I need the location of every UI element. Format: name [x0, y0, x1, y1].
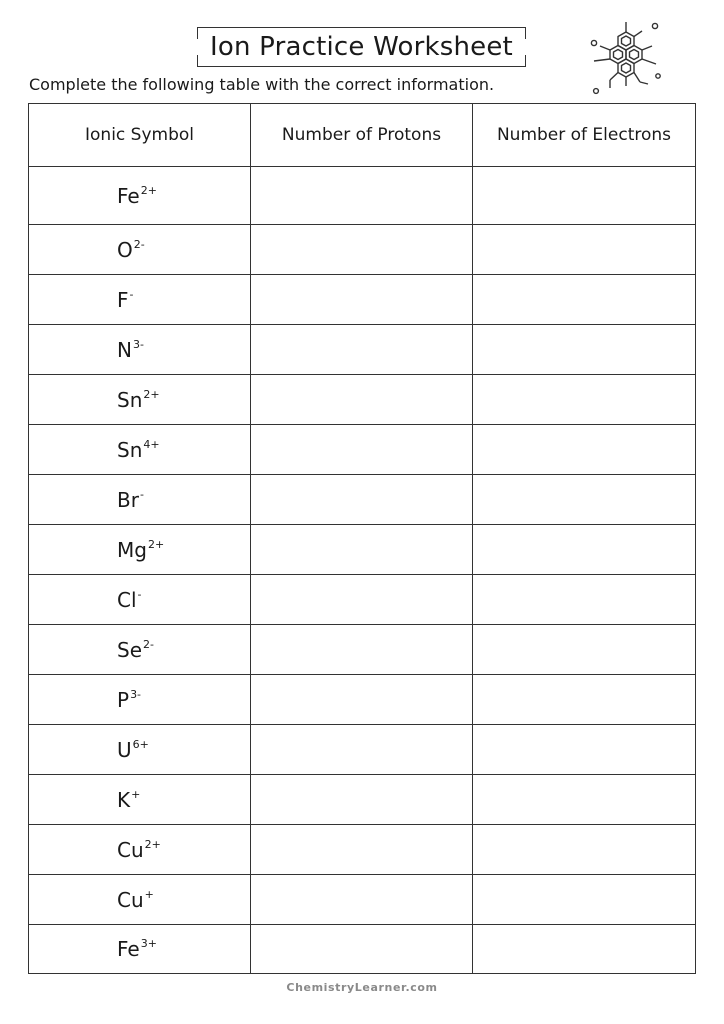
element-symbol: Sn: [117, 387, 143, 412]
protons-answer-cell[interactable]: [251, 875, 473, 925]
ionic-symbol-cell: [29, 925, 251, 974]
element-symbol: N: [117, 337, 132, 362]
ionic-symbol-cell: [29, 675, 251, 725]
protons-answer-cell[interactable]: [251, 475, 473, 525]
electrons-answer-cell[interactable]: [473, 725, 696, 775]
protons-answer-cell[interactable]: [251, 575, 473, 625]
table-row: [29, 425, 696, 475]
table-row: [29, 875, 696, 925]
table-row: [29, 675, 696, 725]
element-symbol: Se: [117, 637, 142, 662]
ionic-symbol-cell: [29, 875, 251, 925]
electrons-answer-cell[interactable]: [473, 425, 696, 475]
element-symbol: K: [117, 787, 131, 812]
protons-answer-cell[interactable]: [251, 225, 473, 275]
header-ionic-symbol: Ionic Symbol: [29, 104, 251, 167]
ionic-symbol-cell: [29, 167, 251, 225]
electrons-answer-cell[interactable]: [473, 475, 696, 525]
table-row: [29, 725, 696, 775]
ionic-symbol-cell: [29, 325, 251, 375]
protons-answer-cell[interactable]: [251, 375, 473, 425]
protons-answer-cell[interactable]: [251, 675, 473, 725]
protons-answer-cell[interactable]: [251, 167, 473, 225]
element-symbol: O: [117, 237, 133, 262]
protons-answer-cell[interactable]: [251, 725, 473, 775]
electrons-answer-cell[interactable]: [473, 825, 696, 875]
electrons-answer-cell[interactable]: [473, 675, 696, 725]
ion-charge: 2-: [143, 637, 154, 651]
table-row: [29, 925, 696, 974]
ion-charge: 2+: [143, 387, 160, 401]
protons-answer-cell[interactable]: [251, 825, 473, 875]
element-symbol: P: [117, 687, 130, 712]
ionic-symbol-cell: [29, 275, 251, 325]
table-row: [29, 825, 696, 875]
ionic-symbol-cell: [29, 375, 251, 425]
element-symbol: Cl: [117, 587, 137, 612]
ion-charge: -: [137, 587, 142, 601]
ion-charge: -: [139, 487, 144, 501]
table-row: [29, 475, 696, 525]
electrons-answer-cell[interactable]: [473, 525, 696, 575]
protons-answer-cell[interactable]: [251, 625, 473, 675]
ion-charge: 2+: [147, 537, 165, 551]
ion-charge: 2+: [144, 837, 161, 851]
element-symbol: Fe: [117, 937, 140, 961]
element-symbol: Br: [117, 487, 139, 512]
ionic-symbol-cell: [29, 775, 251, 825]
hexagon-molecule-icon: [586, 18, 666, 98]
ion-charge: 2-: [133, 237, 145, 251]
title-box: [197, 27, 526, 67]
table-row: [29, 625, 696, 675]
ion-charge: 6+: [132, 737, 149, 751]
electrons-answer-cell[interactable]: [473, 167, 696, 225]
header-number-of-electrons: Number of Electrons: [473, 104, 696, 167]
ion-charge: -: [129, 287, 134, 301]
table-row: [29, 275, 696, 325]
table-row: [29, 575, 696, 625]
table-row: [29, 525, 696, 575]
element-symbol: F: [117, 287, 129, 312]
table-row: [29, 325, 696, 375]
ionic-symbol-cell: [29, 425, 251, 475]
element-symbol: U: [117, 737, 132, 762]
electrons-answer-cell[interactable]: [473, 875, 696, 925]
electrons-answer-cell[interactable]: [473, 775, 696, 825]
ionic-symbol-cell: [29, 575, 251, 625]
ionic-symbol-cell: [29, 725, 251, 775]
instructions-text: Complete the following table with the correct information.: [29, 75, 495, 94]
protons-answer-cell[interactable]: [251, 925, 473, 974]
footer-credit: ChemistryLearner.com: [286, 981, 438, 994]
ionic-symbol-cell: [29, 625, 251, 675]
element-symbol: Sn: [117, 437, 143, 462]
table-row: [29, 225, 696, 275]
protons-answer-cell[interactable]: [251, 525, 473, 575]
ionic-symbol-cell: [29, 225, 251, 275]
element-symbol: Mg: [117, 537, 147, 562]
ion-charge: +: [144, 887, 154, 901]
ion-charge: 3-: [130, 687, 142, 701]
ion-charge: +: [131, 787, 141, 801]
ion-charge: 3-: [132, 337, 144, 351]
table-row: [29, 167, 696, 225]
electrons-answer-cell[interactable]: [473, 275, 696, 325]
table-row: [29, 375, 696, 425]
header-row: [29, 104, 696, 167]
electrons-answer-cell[interactable]: [473, 325, 696, 375]
electrons-answer-cell[interactable]: [473, 225, 696, 275]
protons-answer-cell[interactable]: [251, 325, 473, 375]
electrons-answer-cell[interactable]: [473, 575, 696, 625]
ion-table: [28, 103, 696, 974]
protons-answer-cell[interactable]: [251, 275, 473, 325]
ionic-symbol-cell: [29, 525, 251, 575]
ion-charge: 2+: [140, 183, 157, 197]
table-row: [29, 775, 696, 825]
protons-answer-cell[interactable]: [251, 425, 473, 475]
element-symbol: Fe: [117, 183, 140, 208]
electrons-answer-cell[interactable]: [473, 625, 696, 675]
electrons-answer-cell[interactable]: [473, 925, 696, 974]
header-number-of-protons: Number of Protons: [251, 104, 473, 167]
protons-answer-cell[interactable]: [251, 775, 473, 825]
worksheet-title: Ion Practice Worksheet: [210, 32, 513, 62]
ion-charge: 3+: [140, 937, 157, 950]
element-symbol: Cu: [117, 837, 144, 862]
ionic-symbol-cell: [29, 825, 251, 875]
element-symbol: Cu: [117, 887, 144, 912]
ion-charge: 4+: [143, 437, 160, 451]
electrons-answer-cell[interactable]: [473, 375, 696, 425]
ionic-symbol-cell: [29, 475, 251, 525]
